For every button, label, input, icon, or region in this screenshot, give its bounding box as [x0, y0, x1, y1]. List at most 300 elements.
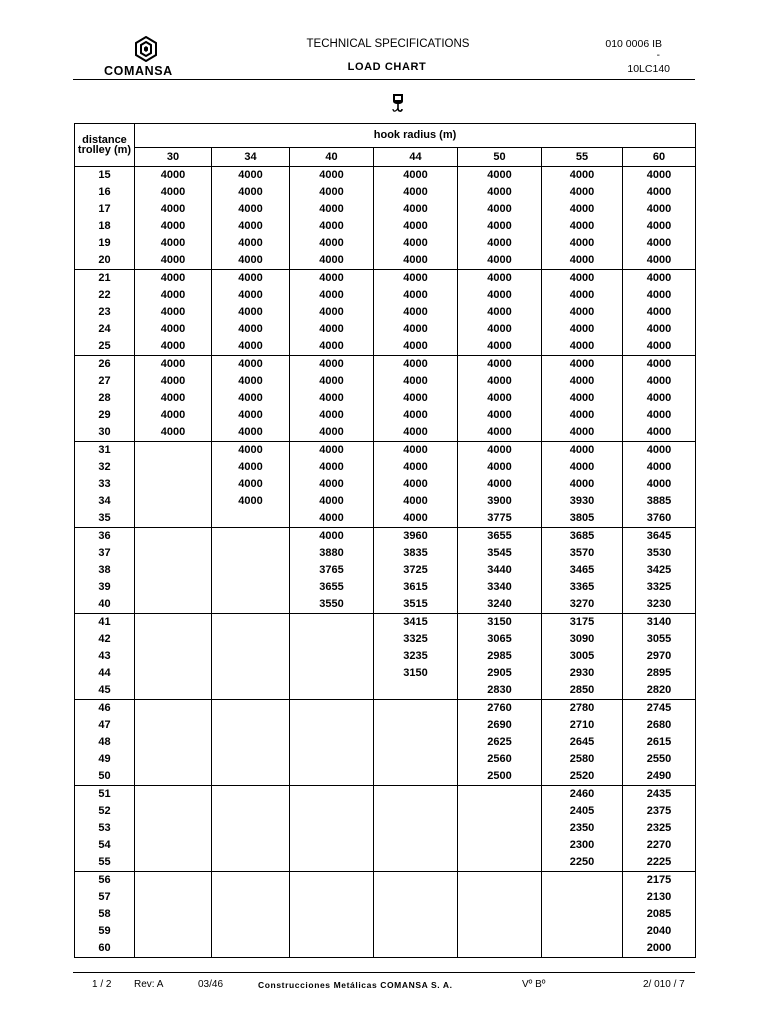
load-cell — [212, 545, 290, 562]
load-cell — [212, 648, 290, 665]
distance-cell: 29 — [75, 407, 135, 424]
load-cell: 3550 — [290, 596, 374, 614]
load-cell — [135, 528, 212, 546]
load-cell — [290, 889, 374, 906]
load-cell: 4000 — [374, 356, 458, 374]
load-cell: 2325 — [623, 820, 696, 837]
load-cell: 2250 — [542, 854, 623, 872]
load-cell: 4000 — [623, 304, 696, 321]
load-cell — [135, 786, 212, 804]
load-cell — [135, 665, 212, 682]
load-cell: 4000 — [135, 270, 212, 288]
load-cell — [374, 803, 458, 820]
load-cell — [212, 579, 290, 596]
load-cell — [374, 854, 458, 872]
load-cell: 4000 — [290, 167, 374, 185]
load-cell: 4000 — [458, 235, 542, 252]
load-cell: 4000 — [135, 287, 212, 304]
load-cell: 4000 — [458, 338, 542, 356]
hook-radius-column-header: 50 — [458, 148, 542, 167]
load-cell: 4000 — [623, 356, 696, 374]
distance-cell: 56 — [75, 872, 135, 890]
load-cell: 2175 — [623, 872, 696, 890]
load-cell — [212, 631, 290, 648]
load-cell: 4000 — [623, 407, 696, 424]
load-cell: 4000 — [212, 304, 290, 321]
load-cell: 4000 — [212, 390, 290, 407]
footer-company: Construcciones Metálicas COMANSA S. A. — [258, 980, 453, 990]
distance-cell: 48 — [75, 734, 135, 751]
load-cell — [458, 820, 542, 837]
load-cell — [135, 476, 212, 493]
table-row — [75, 338, 696, 356]
load-cell: 3175 — [542, 614, 623, 632]
load-cell — [212, 906, 290, 923]
load-cell: 2930 — [542, 665, 623, 682]
load-chart-table — [74, 123, 696, 958]
load-cell: 4000 — [458, 373, 542, 390]
table-row — [75, 218, 696, 235]
load-cell: 4000 — [374, 201, 458, 218]
load-cell — [135, 631, 212, 648]
hook-icon — [390, 92, 406, 116]
load-cell: 4000 — [623, 321, 696, 338]
load-cell — [212, 528, 290, 546]
load-cell: 3150 — [374, 665, 458, 682]
table-row — [75, 321, 696, 338]
footer-divider — [73, 972, 695, 973]
distance-cell: 28 — [75, 390, 135, 407]
table-row — [75, 562, 696, 579]
load-cell — [135, 459, 212, 476]
load-cell: 4000 — [542, 459, 623, 476]
load-cell — [212, 596, 290, 614]
distance-cell: 18 — [75, 218, 135, 235]
load-cell: 3655 — [290, 579, 374, 596]
load-cell: 2085 — [623, 906, 696, 923]
load-cell: 3515 — [374, 596, 458, 614]
table-row — [75, 768, 696, 786]
load-cell: 2040 — [623, 923, 696, 940]
load-cell: 4000 — [290, 459, 374, 476]
load-cell: 3570 — [542, 545, 623, 562]
table-row — [75, 167, 696, 185]
load-cell: 4000 — [623, 442, 696, 460]
load-cell — [542, 872, 623, 890]
load-cell: 4000 — [623, 218, 696, 235]
load-cell: 2270 — [623, 837, 696, 854]
load-cell — [135, 648, 212, 665]
table-row — [75, 545, 696, 562]
load-cell: 4000 — [623, 270, 696, 288]
load-cell — [135, 837, 212, 854]
load-cell — [212, 837, 290, 854]
table-row — [75, 837, 696, 854]
load-cell — [135, 854, 212, 872]
load-cell: 4000 — [623, 390, 696, 407]
load-cell: 3325 — [623, 579, 696, 596]
load-cell — [458, 803, 542, 820]
load-cell — [135, 768, 212, 786]
load-cell: 4000 — [135, 167, 212, 185]
load-cell — [374, 682, 458, 700]
table-row — [75, 235, 696, 252]
load-cell — [458, 837, 542, 854]
load-cell: 3530 — [623, 545, 696, 562]
load-cell — [290, 700, 374, 718]
distance-cell: 36 — [75, 528, 135, 546]
load-cell: 4000 — [542, 304, 623, 321]
load-cell: 3805 — [542, 510, 623, 528]
load-cell: 4000 — [458, 304, 542, 321]
load-cell: 3055 — [623, 631, 696, 648]
load-cell — [458, 872, 542, 890]
load-cell: 4000 — [135, 304, 212, 321]
load-cell: 4000 — [374, 442, 458, 460]
load-cell: 4000 — [374, 459, 458, 476]
load-cell — [212, 768, 290, 786]
company-name: COMANSA — [104, 64, 173, 78]
distance-cell: 16 — [75, 184, 135, 201]
load-cell: 4000 — [212, 252, 290, 270]
load-cell: 4000 — [212, 338, 290, 356]
load-cell: 3615 — [374, 579, 458, 596]
table-row — [75, 803, 696, 820]
table-row — [75, 596, 696, 614]
load-cell: 4000 — [458, 218, 542, 235]
distance-cell: 43 — [75, 648, 135, 665]
column-header-row — [75, 148, 696, 167]
load-cell: 2490 — [623, 768, 696, 786]
hook-radius-column-header: 55 — [542, 148, 623, 167]
load-cell — [290, 923, 374, 940]
load-cell: 4000 — [542, 321, 623, 338]
load-cell — [290, 768, 374, 786]
load-cell: 3230 — [623, 596, 696, 614]
load-cell: 4000 — [542, 252, 623, 270]
distance-cell: 44 — [75, 665, 135, 682]
load-cell: 4000 — [290, 407, 374, 424]
load-cell: 3645 — [623, 528, 696, 546]
load-cell: 4000 — [374, 493, 458, 510]
load-cell: 2905 — [458, 665, 542, 682]
load-cell: 4000 — [542, 167, 623, 185]
load-cell: 3465 — [542, 562, 623, 579]
load-cell: 4000 — [290, 493, 374, 510]
table-row — [75, 459, 696, 476]
load-cell: 2580 — [542, 751, 623, 768]
load-cell: 4000 — [374, 338, 458, 356]
load-cell: 4000 — [135, 356, 212, 374]
distance-cell: 27 — [75, 373, 135, 390]
load-cell — [290, 631, 374, 648]
load-cell: 4000 — [290, 321, 374, 338]
load-cell: 2970 — [623, 648, 696, 665]
load-cell: 3725 — [374, 562, 458, 579]
load-cell: 2000 — [623, 940, 696, 958]
load-cell: 3880 — [290, 545, 374, 562]
load-cell: 3885 — [623, 493, 696, 510]
load-cell: 4000 — [212, 321, 290, 338]
crane-model: 10LC140 — [627, 63, 670, 75]
distance-cell: 25 — [75, 338, 135, 356]
distance-cell: 32 — [75, 459, 135, 476]
load-cell — [542, 923, 623, 940]
distance-cell: 15 — [75, 167, 135, 185]
load-cell — [212, 820, 290, 837]
load-cell — [212, 665, 290, 682]
load-cell: 4000 — [623, 235, 696, 252]
load-cell — [135, 803, 212, 820]
distance-cell: 26 — [75, 356, 135, 374]
load-cell: 4000 — [458, 390, 542, 407]
load-cell: 4000 — [542, 235, 623, 252]
table-row — [75, 717, 696, 734]
distance-cell: 34 — [75, 493, 135, 510]
table-row — [75, 407, 696, 424]
load-cell — [212, 682, 290, 700]
load-cell: 4000 — [212, 442, 290, 460]
load-cell — [290, 665, 374, 682]
load-cell: 4000 — [135, 390, 212, 407]
load-cell: 4000 — [290, 338, 374, 356]
load-cell: 3685 — [542, 528, 623, 546]
load-cell: 4000 — [374, 304, 458, 321]
table-row — [75, 442, 696, 460]
load-cell: 4000 — [623, 338, 696, 356]
load-cell — [374, 717, 458, 734]
table-row — [75, 252, 696, 270]
load-cell: 3835 — [374, 545, 458, 562]
distance-cell: 57 — [75, 889, 135, 906]
load-cell — [458, 940, 542, 958]
load-cell: 2520 — [542, 768, 623, 786]
load-cell: 4000 — [212, 201, 290, 218]
load-cell — [135, 717, 212, 734]
load-cell: 4000 — [290, 390, 374, 407]
footer-date: 03/46 — [198, 979, 224, 990]
load-cell: 4000 — [542, 270, 623, 288]
load-cell: 4000 — [542, 338, 623, 356]
load-cell — [212, 872, 290, 890]
hook-radius-column-header: 34 — [212, 148, 290, 167]
load-cell — [458, 786, 542, 804]
load-cell: 4000 — [135, 218, 212, 235]
load-cell: 3440 — [458, 562, 542, 579]
document-code: 010 0006 IB — [605, 38, 662, 50]
load-cell: 3270 — [542, 596, 623, 614]
load-cell: 4000 — [212, 424, 290, 442]
load-cell — [290, 751, 374, 768]
table-row — [75, 700, 696, 718]
hook-radius-column-header: 30 — [135, 148, 212, 167]
load-cell: 3425 — [623, 562, 696, 579]
table-row — [75, 201, 696, 218]
footer-reference: 2/ 010 / 7 — [643, 979, 685, 990]
load-cell: 4000 — [623, 184, 696, 201]
load-cell: 4000 — [290, 528, 374, 546]
load-cell: 3325 — [374, 631, 458, 648]
load-cell: 4000 — [542, 476, 623, 493]
load-cell: 4000 — [374, 390, 458, 407]
distance-cell: 33 — [75, 476, 135, 493]
load-cell: 4000 — [374, 167, 458, 185]
load-cell — [135, 596, 212, 614]
load-cell — [212, 889, 290, 906]
load-cell — [542, 906, 623, 923]
table-row — [75, 184, 696, 201]
load-cell: 2680 — [623, 717, 696, 734]
table-row — [75, 648, 696, 665]
load-cell: 4000 — [623, 287, 696, 304]
load-cell: 4000 — [623, 373, 696, 390]
load-cell: 4000 — [290, 476, 374, 493]
distance-cell: 41 — [75, 614, 135, 632]
load-cell: 2760 — [458, 700, 542, 718]
distance-cell: 24 — [75, 321, 135, 338]
hook-radius-column-header: 40 — [290, 148, 374, 167]
load-cell: 4000 — [212, 476, 290, 493]
load-cell: 3775 — [458, 510, 542, 528]
load-cell: 4000 — [458, 270, 542, 288]
load-cell: 2690 — [458, 717, 542, 734]
load-cell — [290, 803, 374, 820]
distance-cell: 22 — [75, 287, 135, 304]
load-cell: 3655 — [458, 528, 542, 546]
load-cell — [212, 940, 290, 958]
load-cell — [135, 510, 212, 528]
load-cell: 2550 — [623, 751, 696, 768]
load-cell: 4000 — [458, 459, 542, 476]
distance-cell: 53 — [75, 820, 135, 837]
load-cell — [290, 682, 374, 700]
load-cell: 4000 — [135, 321, 212, 338]
load-cell: 2895 — [623, 665, 696, 682]
load-cell: 4000 — [290, 304, 374, 321]
load-cell — [135, 442, 212, 460]
load-cell: 4000 — [135, 184, 212, 201]
load-cell: 4000 — [458, 356, 542, 374]
load-cell: 4000 — [290, 442, 374, 460]
load-cell: 4000 — [212, 459, 290, 476]
load-cell — [374, 940, 458, 958]
load-cell — [135, 906, 212, 923]
table-row — [75, 786, 696, 804]
load-cell: 2745 — [623, 700, 696, 718]
load-cell: 4000 — [542, 184, 623, 201]
distance-cell: 40 — [75, 596, 135, 614]
load-cell: 4000 — [623, 167, 696, 185]
load-cell — [135, 751, 212, 768]
load-cell — [290, 872, 374, 890]
load-cell — [135, 493, 212, 510]
load-cell — [135, 700, 212, 718]
distance-cell: 51 — [75, 786, 135, 804]
load-cell: 4000 — [542, 407, 623, 424]
load-cell — [212, 923, 290, 940]
distance-cell: 47 — [75, 717, 135, 734]
load-cell: 3140 — [623, 614, 696, 632]
distance-cell: 30 — [75, 424, 135, 442]
load-cell: 4000 — [374, 407, 458, 424]
load-cell: 4000 — [458, 201, 542, 218]
load-cell: 4000 — [458, 424, 542, 442]
load-cell: 2820 — [623, 682, 696, 700]
load-cell: 4000 — [374, 235, 458, 252]
load-cell — [374, 889, 458, 906]
table-row — [75, 424, 696, 442]
load-cell: 4000 — [290, 252, 374, 270]
load-cell: 4000 — [542, 390, 623, 407]
load-cell — [135, 923, 212, 940]
distance-cell: 17 — [75, 201, 135, 218]
distance-cell: 49 — [75, 751, 135, 768]
load-cell: 4000 — [542, 356, 623, 374]
distance-cell: 50 — [75, 768, 135, 786]
load-cell: 3340 — [458, 579, 542, 596]
load-cell: 4000 — [135, 338, 212, 356]
hook-radius-column-header: 44 — [374, 148, 458, 167]
load-cell — [374, 786, 458, 804]
load-cell: 4000 — [212, 373, 290, 390]
load-cell: 4000 — [458, 252, 542, 270]
distance-cell: 31 — [75, 442, 135, 460]
load-cell: 4000 — [135, 373, 212, 390]
hook-radius-header: hook radius (m) — [135, 124, 696, 148]
load-cell: 4000 — [212, 407, 290, 424]
load-cell — [212, 614, 290, 632]
load-cell — [212, 562, 290, 579]
table-row — [75, 751, 696, 768]
load-cell: 4000 — [374, 424, 458, 442]
distance-cell: 21 — [75, 270, 135, 288]
load-cell — [542, 889, 623, 906]
table-row — [75, 270, 696, 288]
load-cell: 2615 — [623, 734, 696, 751]
distance-cell: 39 — [75, 579, 135, 596]
load-cell: 4000 — [212, 270, 290, 288]
load-cell: 3415 — [374, 614, 458, 632]
load-cell: 3765 — [290, 562, 374, 579]
load-cell — [374, 700, 458, 718]
load-cell: 4000 — [290, 235, 374, 252]
footer-page: 1 / 2 — [92, 979, 112, 990]
table-row — [75, 820, 696, 837]
distance-cell: 54 — [75, 837, 135, 854]
load-cell: 4000 — [623, 424, 696, 442]
load-cell: 4000 — [623, 459, 696, 476]
distance-cell: 60 — [75, 940, 135, 958]
table-row — [75, 493, 696, 510]
load-cell — [290, 940, 374, 958]
load-cell: 3090 — [542, 631, 623, 648]
table-row — [75, 872, 696, 890]
load-cell — [290, 614, 374, 632]
table-row — [75, 390, 696, 407]
load-cell — [135, 889, 212, 906]
load-cell — [212, 510, 290, 528]
load-cell — [135, 734, 212, 751]
load-cell: 4000 — [212, 235, 290, 252]
table-body — [75, 167, 696, 958]
load-cell: 4000 — [135, 201, 212, 218]
distance-cell: 55 — [75, 854, 135, 872]
load-cell: 2780 — [542, 700, 623, 718]
load-cell: 2460 — [542, 786, 623, 804]
load-cell: 2710 — [542, 717, 623, 734]
distance-cell: 38 — [75, 562, 135, 579]
load-cell: 3235 — [374, 648, 458, 665]
